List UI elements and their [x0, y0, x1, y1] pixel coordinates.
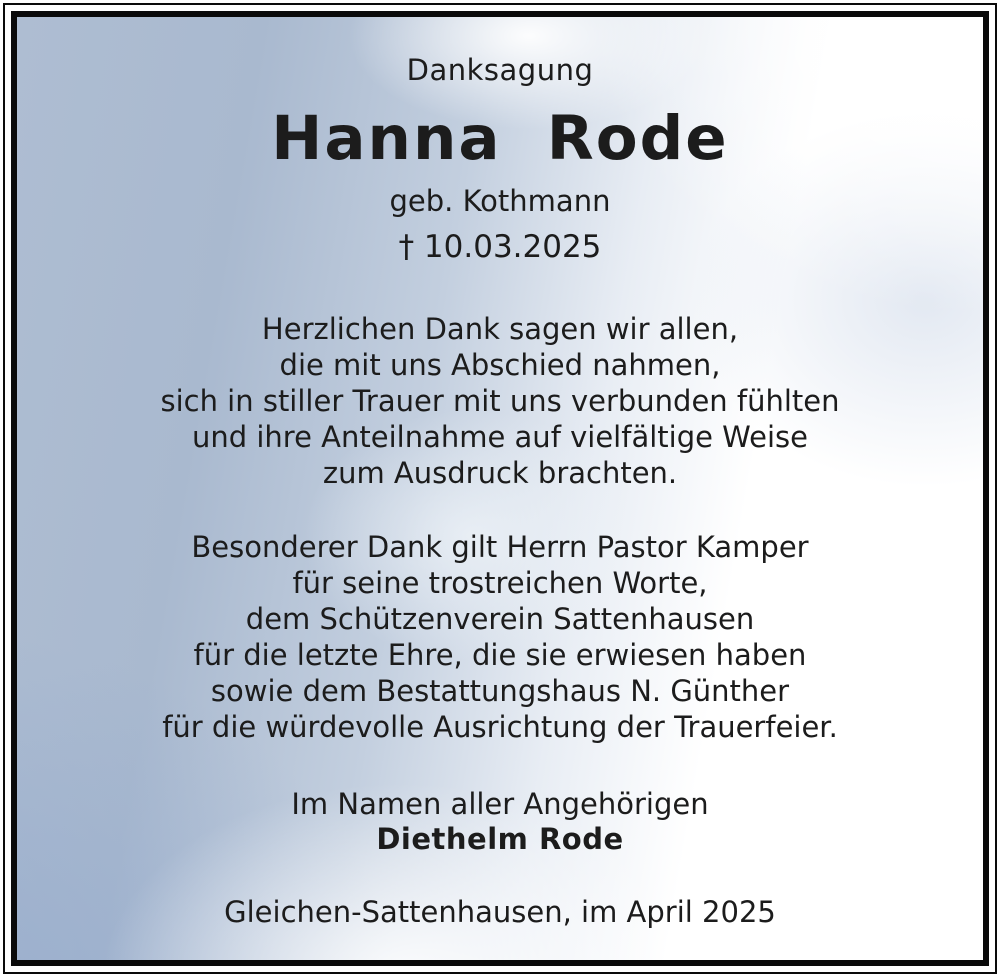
special-thanks-line: für die letzte Ehre, die sie erwiesen haben [193, 638, 807, 672]
thanks-line: sich in stiller Trauer mit uns verbunden fühlten [160, 384, 840, 418]
special-thanks-line: Besonderer Dank gilt Herrn Pastor Kamper [191, 530, 809, 564]
thanks-line: zum Ausdruck brachten. [322, 456, 678, 490]
thanks-line: Herzlichen Dank sagen wir allen, [261, 312, 739, 346]
special-thanks-line: sowie dem Bestattungshaus N. Günther [210, 674, 790, 708]
death-date: † 10.03.2025 [398, 229, 602, 265]
place-and-date: Gleichen-Sattenhausen, im April 2025 [224, 895, 776, 929]
thanks-line: die mit uns Abschied nahmen, [279, 348, 721, 382]
maiden-name: geb. Kothmann [389, 184, 611, 218]
special-thanks-line: dem Schützenverein Sattenhausen [245, 602, 755, 636]
special-thanks-paragraph [17, 529, 983, 745]
notice-panel-cloud-background [11, 11, 989, 966]
special-thanks-line: für die würdevolle Ausrichtung der Trauerfeier. [162, 710, 838, 744]
closing-line: Im Namen aller Angehörigen [291, 787, 709, 821]
special-thanks-line: für seine trostreichen Worte, [292, 566, 708, 600]
thanks-line: und ihre Anteilnahme auf vielfältige Weise [191, 420, 808, 454]
deceased-name: Hanna Rode [271, 103, 729, 174]
notice-type-header: Danksagung [406, 53, 594, 87]
notice-content [17, 17, 983, 960]
thanks-paragraph [17, 311, 983, 491]
signature-name: Diethelm Rode [376, 822, 624, 856]
